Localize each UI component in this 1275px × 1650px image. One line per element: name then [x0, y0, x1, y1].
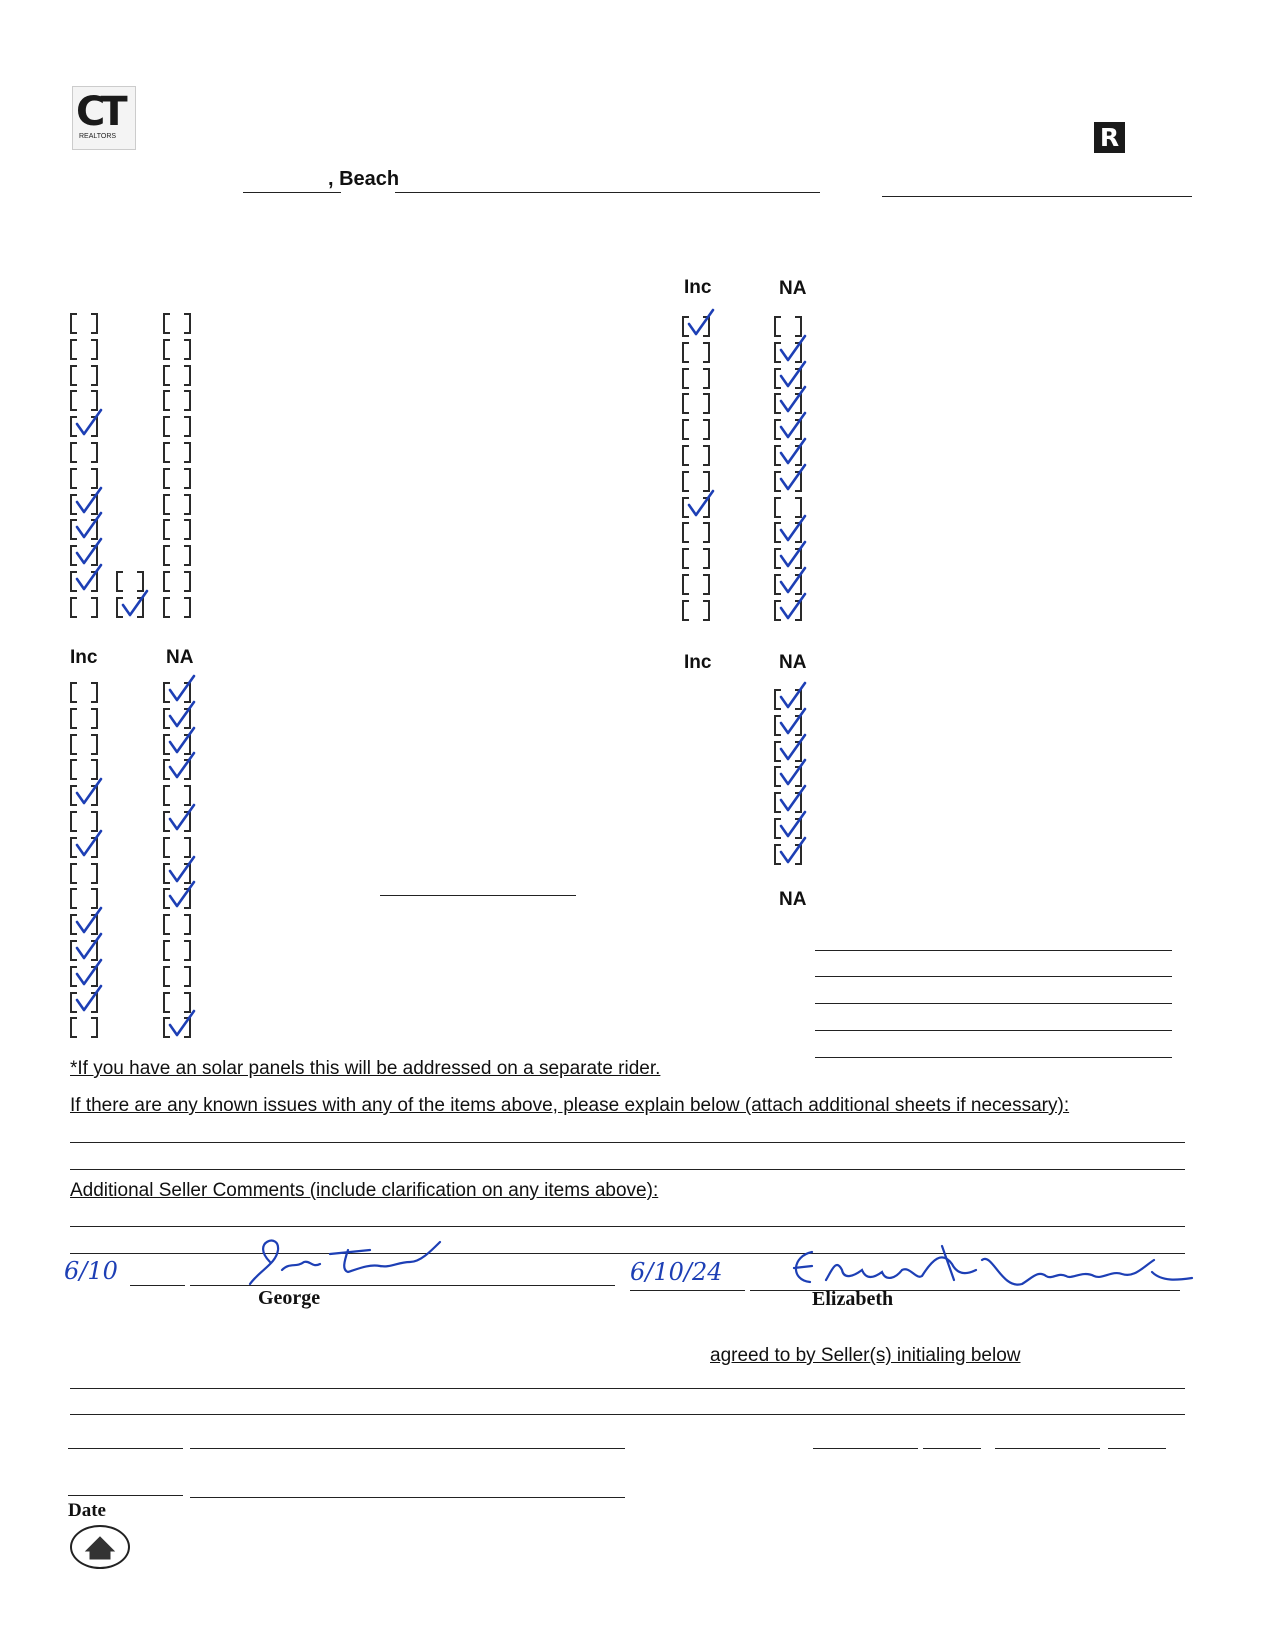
comments-line-1	[70, 1226, 1185, 1227]
header-inc-left-bottom: Inc	[70, 647, 98, 668]
initials-line-d	[1108, 1448, 1166, 1449]
checkbox-left-bottom-inc[interactable]	[70, 785, 98, 805]
checkbox-right-top-inc[interactable]	[682, 368, 710, 388]
issues-line-1	[70, 1142, 1185, 1143]
checkbox-left-bottom-inc[interactable]	[70, 863, 98, 883]
checkbox-left-top-na[interactable]	[163, 519, 191, 539]
checkbox-left-top-na[interactable]	[163, 313, 191, 333]
checkbox-left-top-na[interactable]	[163, 545, 191, 565]
checkbox-right-top-na[interactable]	[774, 471, 802, 491]
issues-prompt: If there are any known issues with any of the items above, please explain below (attach additional sheets if necessary):	[70, 1095, 1070, 1116]
seller2-date: 6/10/24	[630, 1258, 723, 1286]
checkbox-right-top-inc[interactable]	[682, 574, 710, 594]
checkbox-left-top-na[interactable]	[163, 390, 191, 410]
checkbox-left-top-inc[interactable]	[70, 442, 98, 462]
header-na-right-top: NA	[779, 278, 807, 299]
checkbox-left-top-inc[interactable]	[70, 571, 98, 591]
seller2-date-line	[630, 1290, 745, 1291]
checkbox-right-top-na[interactable]	[774, 600, 802, 620]
checkbox-left-bottom-na[interactable]	[163, 914, 191, 934]
blank-line-mid	[380, 895, 576, 896]
checkbox-left-top-na[interactable]	[163, 442, 191, 462]
initials-line-c	[995, 1448, 1100, 1449]
checkbox-left-top-inc[interactable]	[70, 365, 98, 385]
checkbox-left-top-na[interactable]	[163, 416, 191, 436]
agreed-statement: agreed to by Seller(s) initialing below	[710, 1345, 1021, 1366]
checkbox-left-top-inc[interactable]	[70, 416, 98, 436]
checkbox-left-top-na[interactable]	[163, 365, 191, 385]
seller1-signature-line	[190, 1285, 615, 1286]
initial-date-line-2	[68, 1495, 183, 1496]
header-na-right-bottom: NA	[779, 652, 807, 673]
checkbox-left-bottom-na[interactable]	[163, 940, 191, 960]
checkbox-right-top-inc[interactable]	[682, 548, 710, 568]
checkmark-icon	[683, 306, 717, 340]
checkbox-left-top-na[interactable]	[163, 597, 191, 617]
checkmark-icon	[71, 775, 105, 809]
solar-note: *If you have an solar panels this will be addressed on a separate rider.	[70, 1058, 661, 1079]
header-na-left-bottom: NA	[166, 647, 194, 668]
checkbox-left-bottom-na[interactable]	[163, 811, 191, 831]
checkbox-left-top-na[interactable]	[163, 468, 191, 488]
checkbox-left-bottom-inc[interactable]	[70, 992, 98, 1012]
checkbox-right-top-inc[interactable]	[682, 419, 710, 439]
checkbox-left-top-na[interactable]	[163, 571, 191, 591]
logo-subtext: REALTORS	[79, 133, 117, 140]
address-line-short	[243, 192, 341, 193]
blank-line-right-2	[815, 976, 1172, 977]
comments-prompt: Additional Seller Comments (include clarification on any items above):	[70, 1180, 659, 1201]
initial-line-full-1	[70, 1388, 1185, 1389]
initial-line-full-2	[70, 1414, 1185, 1415]
checkbox-left-bottom-inc[interactable]	[70, 837, 98, 857]
seller2-printed-name: Elizabeth	[812, 1288, 894, 1310]
checkbox-left-bottom-inc[interactable]	[70, 682, 98, 702]
checkbox-left-top-mid[interactable]	[116, 597, 144, 617]
initial-date-line-1	[68, 1448, 183, 1449]
checkbox-right-top-inc[interactable]	[682, 522, 710, 542]
checkbox-left-top-inc[interactable]	[70, 313, 98, 333]
checkbox-left-bottom-na[interactable]	[163, 1017, 191, 1037]
ct-realtors-logo	[72, 86, 136, 150]
header-inc-right-bottom: Inc	[684, 652, 712, 673]
checkbox-right-top-inc[interactable]	[682, 445, 710, 465]
seller1-date-line	[130, 1285, 185, 1286]
checkbox-left-bottom-inc[interactable]	[70, 1017, 98, 1037]
issues-line-2	[70, 1169, 1185, 1170]
checkmark-icon	[71, 561, 105, 595]
checkmark-icon	[775, 590, 809, 624]
checkbox-right-top-inc[interactable]	[682, 600, 710, 620]
checkbox-left-top-inc[interactable]	[70, 597, 98, 617]
checkmark-icon	[117, 587, 151, 621]
header-inc-right-top: Inc	[684, 277, 712, 298]
checkbox-left-bottom-inc[interactable]	[70, 734, 98, 754]
checkbox-left-bottom-inc[interactable]	[70, 708, 98, 728]
checkmark-icon	[71, 982, 105, 1016]
checkmark-icon	[164, 801, 198, 835]
blank-line-right-4	[815, 1030, 1172, 1031]
checkbox-right-top-inc[interactable]	[682, 316, 710, 336]
checkbox-left-top-na[interactable]	[163, 339, 191, 359]
header-na-right-extra: NA	[779, 889, 807, 910]
logo-text: CT	[76, 89, 123, 135]
checkbox-left-bottom-na[interactable]	[163, 966, 191, 986]
checkbox-left-bottom-na[interactable]	[163, 888, 191, 908]
address-line	[395, 192, 820, 193]
checkbox-left-top-na[interactable]	[163, 494, 191, 514]
blank-line-right-3	[815, 1003, 1172, 1004]
checkmark-icon	[683, 487, 717, 521]
initial-sig-line-2	[190, 1497, 625, 1498]
initial-sig-line-1	[190, 1448, 625, 1449]
checkbox-right-top-inc[interactable]	[682, 393, 710, 413]
checkbox-right-bottom-na[interactable]	[774, 844, 802, 864]
checkmark-icon	[775, 461, 809, 495]
date-label: Date	[68, 1500, 106, 1521]
seller1-signature	[240, 1232, 460, 1292]
ghar-seal-icon	[70, 1525, 130, 1569]
checkbox-right-top-inc[interactable]	[682, 342, 710, 362]
seller1-printed-name: George	[258, 1287, 321, 1309]
seller1-date: 6/10	[64, 1257, 118, 1285]
realtor-mark-icon: R	[1094, 122, 1125, 153]
checkmark-icon	[164, 1007, 198, 1041]
blank-line-right-5	[815, 1057, 1172, 1058]
checkmark-icon	[164, 878, 198, 912]
checkmark-icon	[71, 827, 105, 861]
address-line-right	[882, 196, 1192, 197]
checkmark-icon	[164, 749, 198, 783]
initials-line-a	[813, 1448, 918, 1449]
initials-line-b	[923, 1448, 981, 1449]
checkbox-left-bottom-na[interactable]	[163, 759, 191, 779]
blank-line-right-1	[815, 950, 1172, 951]
town-name: , Beach	[328, 168, 400, 190]
checkmark-icon	[71, 406, 105, 440]
checkbox-right-top-inc[interactable]	[682, 497, 710, 517]
checkmark-icon	[775, 834, 809, 868]
checkbox-left-top-inc[interactable]	[70, 339, 98, 359]
